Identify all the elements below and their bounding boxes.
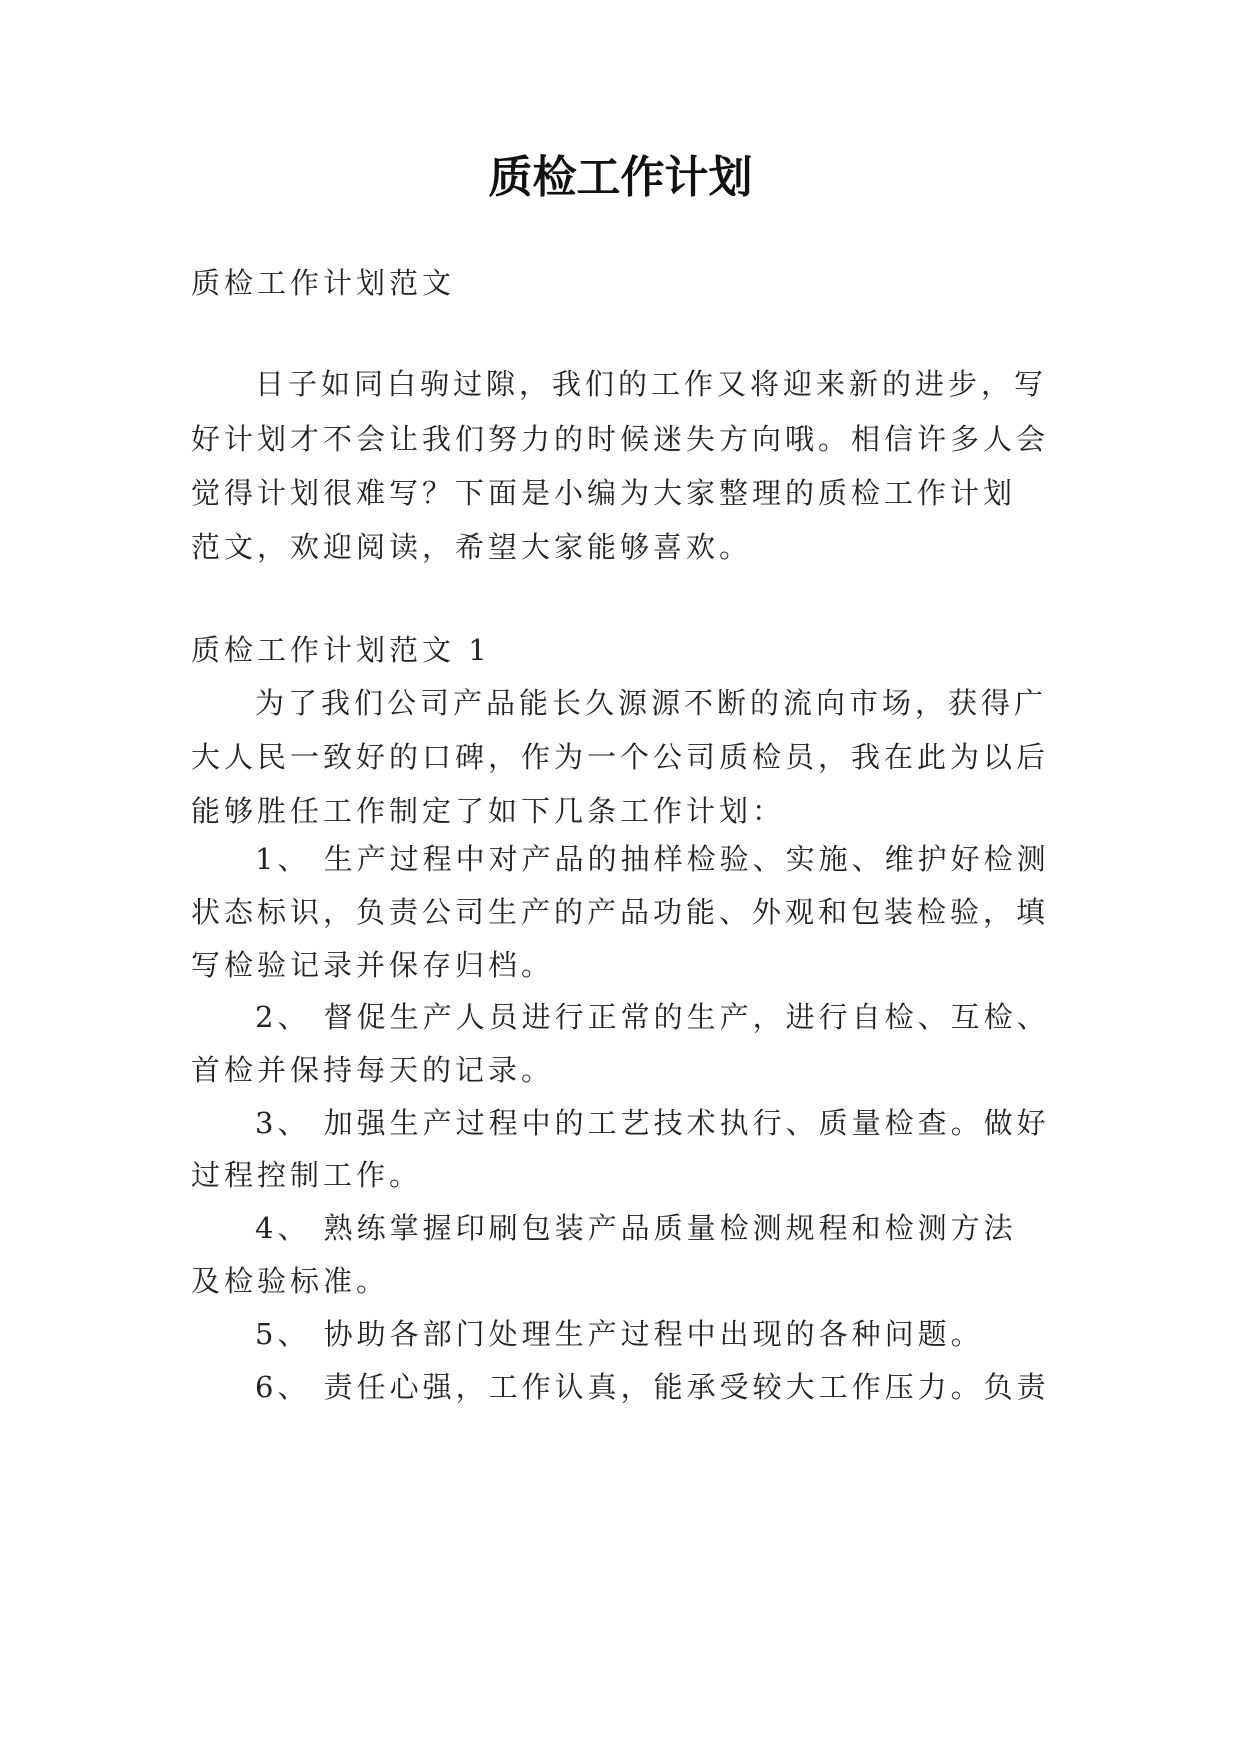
- section-heading: 质检工作计划范文 1: [191, 633, 491, 667]
- document-subtitle: 质检工作计划范文: [191, 266, 456, 300]
- item-1-line-2: 状态标识，负责公司生产的产品功能、外观和包装检验，填: [191, 895, 1050, 929]
- item-5-line-1: 5、 协助各部门处理生产过程中出现的各种问题。: [255, 1317, 984, 1351]
- section-intro-line-2: 大人民一致好的口碑，作为一个公司质检员，我在此为以后: [191, 740, 1050, 774]
- item-4-line-2: 及检验标准。: [191, 1264, 390, 1298]
- section-intro-line-3: 能够胜任工作制定了如下几条工作计划：: [191, 794, 786, 828]
- item-1-line-1: 1、 生产过程中对产品的抽样检验、实施、维护好检测: [255, 842, 1050, 876]
- item-4-line-1: 4、 熟练掌握印刷包装产品质量检测规程和检测方法: [255, 1211, 1017, 1245]
- item-2-line-2: 首检并保持每天的记录。: [191, 1053, 555, 1087]
- item-3-line-1: 3、 加强生产过程中的工艺技术执行、质量检查。做好: [255, 1106, 1050, 1140]
- item-1-line-3: 写检验记录并保存归档。: [191, 948, 555, 982]
- section-intro-line-1: 为了我们公司产品能长久源源不断的流向市场，获得广: [255, 686, 1048, 720]
- intro-line-4: 范文，欢迎阅读，希望大家能够喜欢。: [191, 530, 753, 564]
- item-2-line-1: 2、 督促生产人员进行正常的生产，进行自检、互检、: [255, 1000, 1050, 1034]
- item-3-line-2: 过程控制工作。: [191, 1158, 423, 1192]
- document-title: 质检工作计划: [488, 152, 753, 203]
- intro-line-3: 觉得计划很难写？下面是小编为大家整理的质检工作计划: [191, 476, 1017, 510]
- item-6-line-1: 6、 责任心强，工作认真，能承受较大工作压力。负责: [255, 1370, 1050, 1404]
- intro-line-1: 日子如同白驹过隙，我们的工作又将迎来新的进步，写: [255, 367, 1048, 401]
- intro-line-2: 好计划才不会让我们努力的时候迷失方向哦。相信许多人会: [191, 422, 1050, 456]
